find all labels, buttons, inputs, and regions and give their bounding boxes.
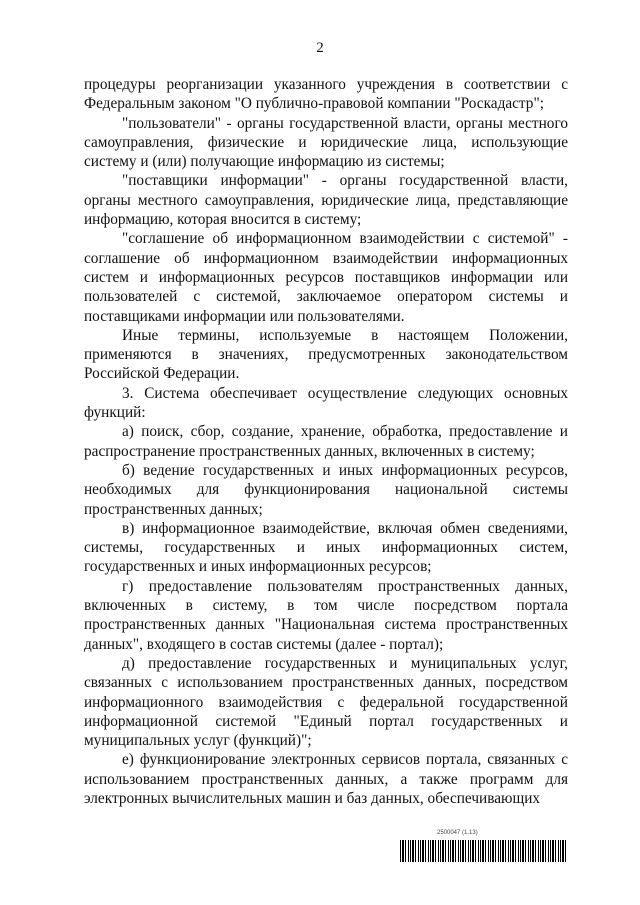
paragraph: а) поиск, сбор, создание, хранение, обработка, предоставление и распространение пространственных данных, включенных в систему; <box>84 423 568 460</box>
paragraph: е) функционирование электронных сервисов портала, связанных с использованием пространственных данных, а также программ для электронных вычислительных машин и баз данных, обеспечивающих <box>84 751 568 807</box>
document-stamp-code: 2500047 (1.13) <box>437 830 478 836</box>
paragraph: в) информационное взаимодействие, включая обмен сведениями, системы, государственных и иных информационных систем, государственных и иных информационных ресурсов; <box>84 519 568 576</box>
paragraph: "поставщики информации" - органы государственной власти, органы местного самоуправления, юридические лица, представляющие информацию, которая вносится в систему; <box>84 172 568 229</box>
paragraph: д) предоставление государственных и муниципальных услуг, связанных с использованием пространственных данных, посредством информационного взаимодействия с федеральной государственной информационной системой "Единый портал государственных и муниципальных услуг (функций)"; <box>84 654 568 750</box>
paragraph: "соглашение об информационном взаимодействии с системой" - соглашение об информационном взаимодействии информационных систем и информационных ресурсов поставщиков информации или пользователей с системой, заключаемое оператором системы и поставщиками информации или пользователями. <box>84 230 568 325</box>
body-text <box>84 75 568 808</box>
paragraph: 3. Система обеспечивает осуществление следующих основных функций: <box>84 384 568 422</box>
paragraph: Иные термины, используемые в настоящем Положении, применяются в значениях, предусмотренных законодательством Российской Федерации. <box>84 326 568 383</box>
paragraph: "пользователи" - органы государственной власти, органы местного самоуправления, физические и юридические лица, использующие систему и (или) получающие информацию из системы; <box>84 114 568 171</box>
page-number: 2 <box>316 40 324 56</box>
barcode <box>400 840 567 862</box>
paragraph: б) ведение государственных и иных информационных ресурсов, необходимых для функционирования национальной системы пространственных данных; <box>84 461 568 518</box>
paragraph: процедуры реорганизации указанного учреждения в соответствии с Федеральным законом "О публично-правовой компании "Роскадастр"; <box>84 76 568 113</box>
paragraph: г) предоставление пользователям пространственных данных, включенных в систему, в том числе посредством портала пространственных данных "Национальная система пространственных данных", входящего в состав системы (далее - портал); <box>84 577 568 653</box>
